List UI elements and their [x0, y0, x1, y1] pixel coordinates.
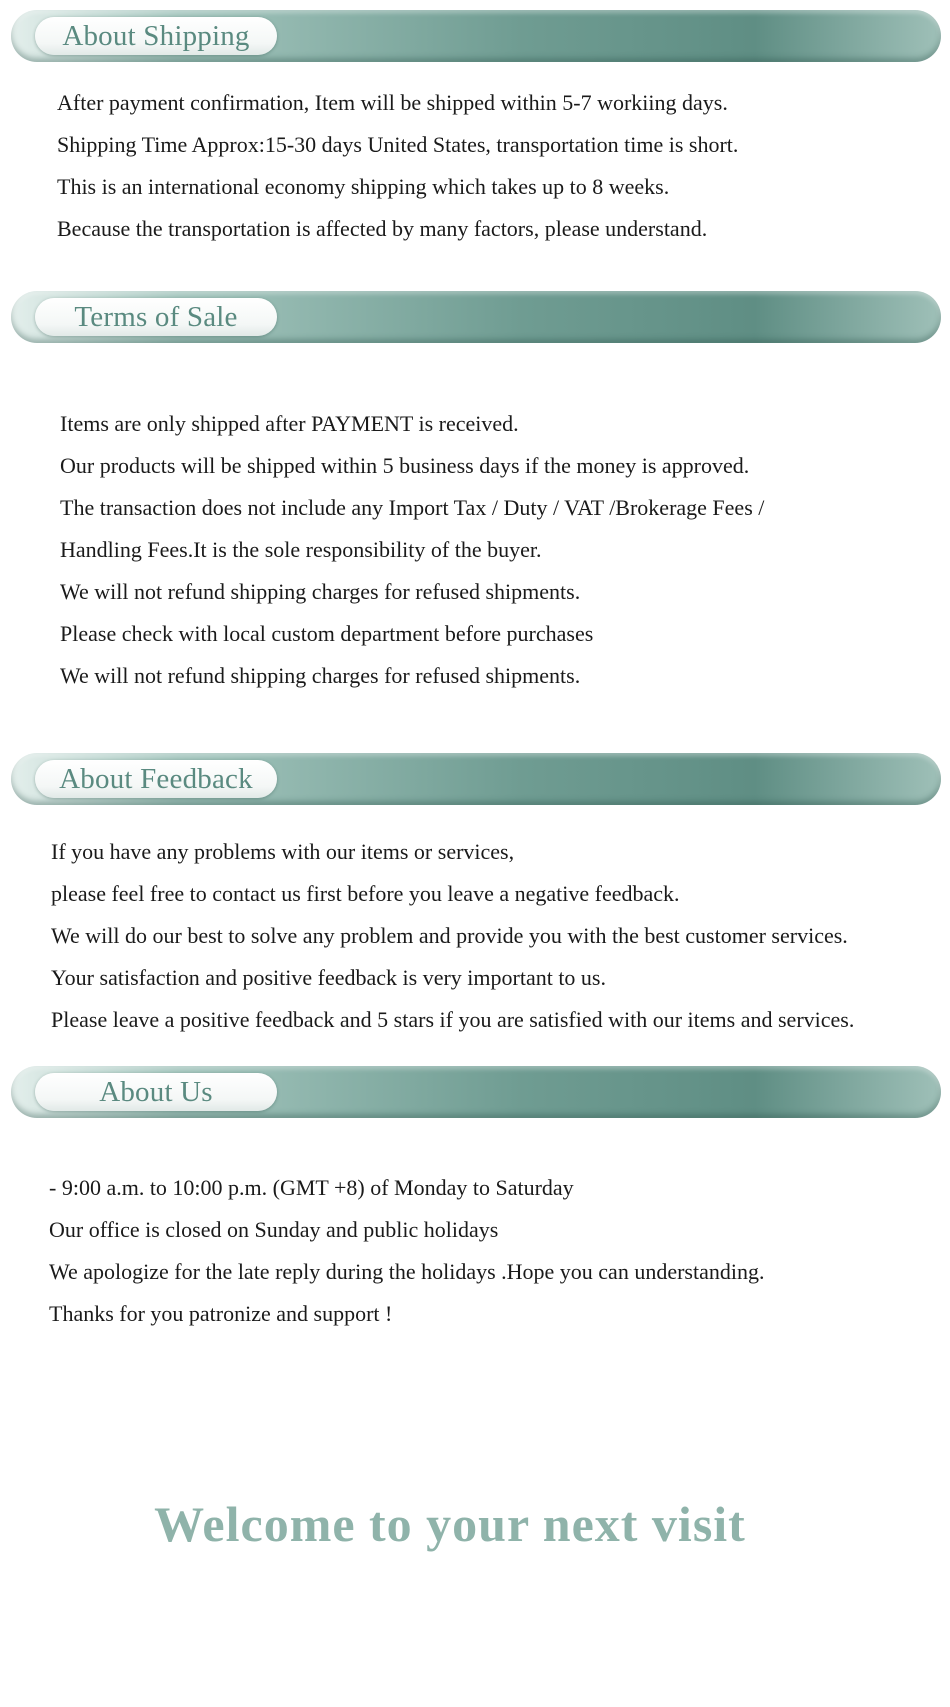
text-line: We will not refund shipping charges for refused shipments.: [60, 579, 581, 604]
text-line: After payment confirmation, Item will be shipped within 5-7 workiing days.: [57, 90, 728, 115]
text-line: Our office is closed on Sunday and public holidays: [49, 1217, 499, 1242]
text-line: Because the transportation is affected by many factors, please understand.: [57, 216, 708, 241]
about-shipping-text: [57, 82, 738, 250]
text-line: If you have any problems with our items or services,: [51, 839, 515, 864]
terms-of-sale-text: [60, 403, 764, 697]
text-line: Items are only shipped after PAYMENT is received.: [60, 411, 519, 436]
text-line: - 9:00 a.m. to 10:00 p.m. (GMT +8) of Monday to Saturday: [49, 1175, 574, 1200]
section-title: Terms of Sale: [74, 300, 238, 333]
text-line: Please check with local custom department before purchases: [60, 621, 594, 646]
text-line: Shipping Time Approx:15-30 days United States, transportation time is short.: [57, 132, 739, 157]
text-line: please feel free to contact us first before you leave a negative feedback.: [51, 881, 680, 906]
text-line: Handling Fees.It is the sole responsibility of the buyer.: [60, 537, 542, 562]
about-feedback-text: [51, 831, 854, 1041]
section-title: About Feedback: [59, 762, 253, 795]
text-line: We apologize for the late reply during the holidays .Hope you can understanding.: [49, 1259, 765, 1284]
text-line: Thanks for you patronize and support !: [49, 1301, 393, 1326]
section-header-about-us: [11, 1066, 941, 1118]
section-title-pill: [35, 17, 277, 55]
section-title-pill: [35, 760, 277, 798]
text-line: The transaction does not include any Import Tax / Duty / VAT /Brokerage Fees /: [60, 495, 765, 520]
section-header-terms-of-sale: [11, 291, 941, 343]
section-header-about-feedback: [11, 753, 941, 805]
text-line: We will do our best to solve any problem and provide you with the best customer services.: [51, 923, 848, 948]
welcome-message: Welcome to your next visit: [154, 1496, 746, 1552]
section-title: About Shipping: [62, 19, 250, 52]
section-title-pill: [35, 298, 277, 336]
text-line: Your satisfaction and positive feedback is very important to us.: [51, 965, 606, 990]
section-title-pill: [35, 1073, 277, 1111]
text-line: Please leave a positive feedback and 5 stars if you are satisfied with our items and services.: [51, 1007, 855, 1032]
text-line: Our products will be shipped within 5 business days if the money is approved.: [60, 453, 750, 478]
text-line: This is an international economy shipping which takes up to 8 weeks.: [57, 174, 670, 199]
about-us-text: [49, 1167, 764, 1335]
section-title: About Us: [99, 1075, 213, 1108]
text-line: We will not refund shipping charges for refused shipments.: [60, 663, 581, 688]
section-header-about-shipping: [11, 10, 941, 62]
